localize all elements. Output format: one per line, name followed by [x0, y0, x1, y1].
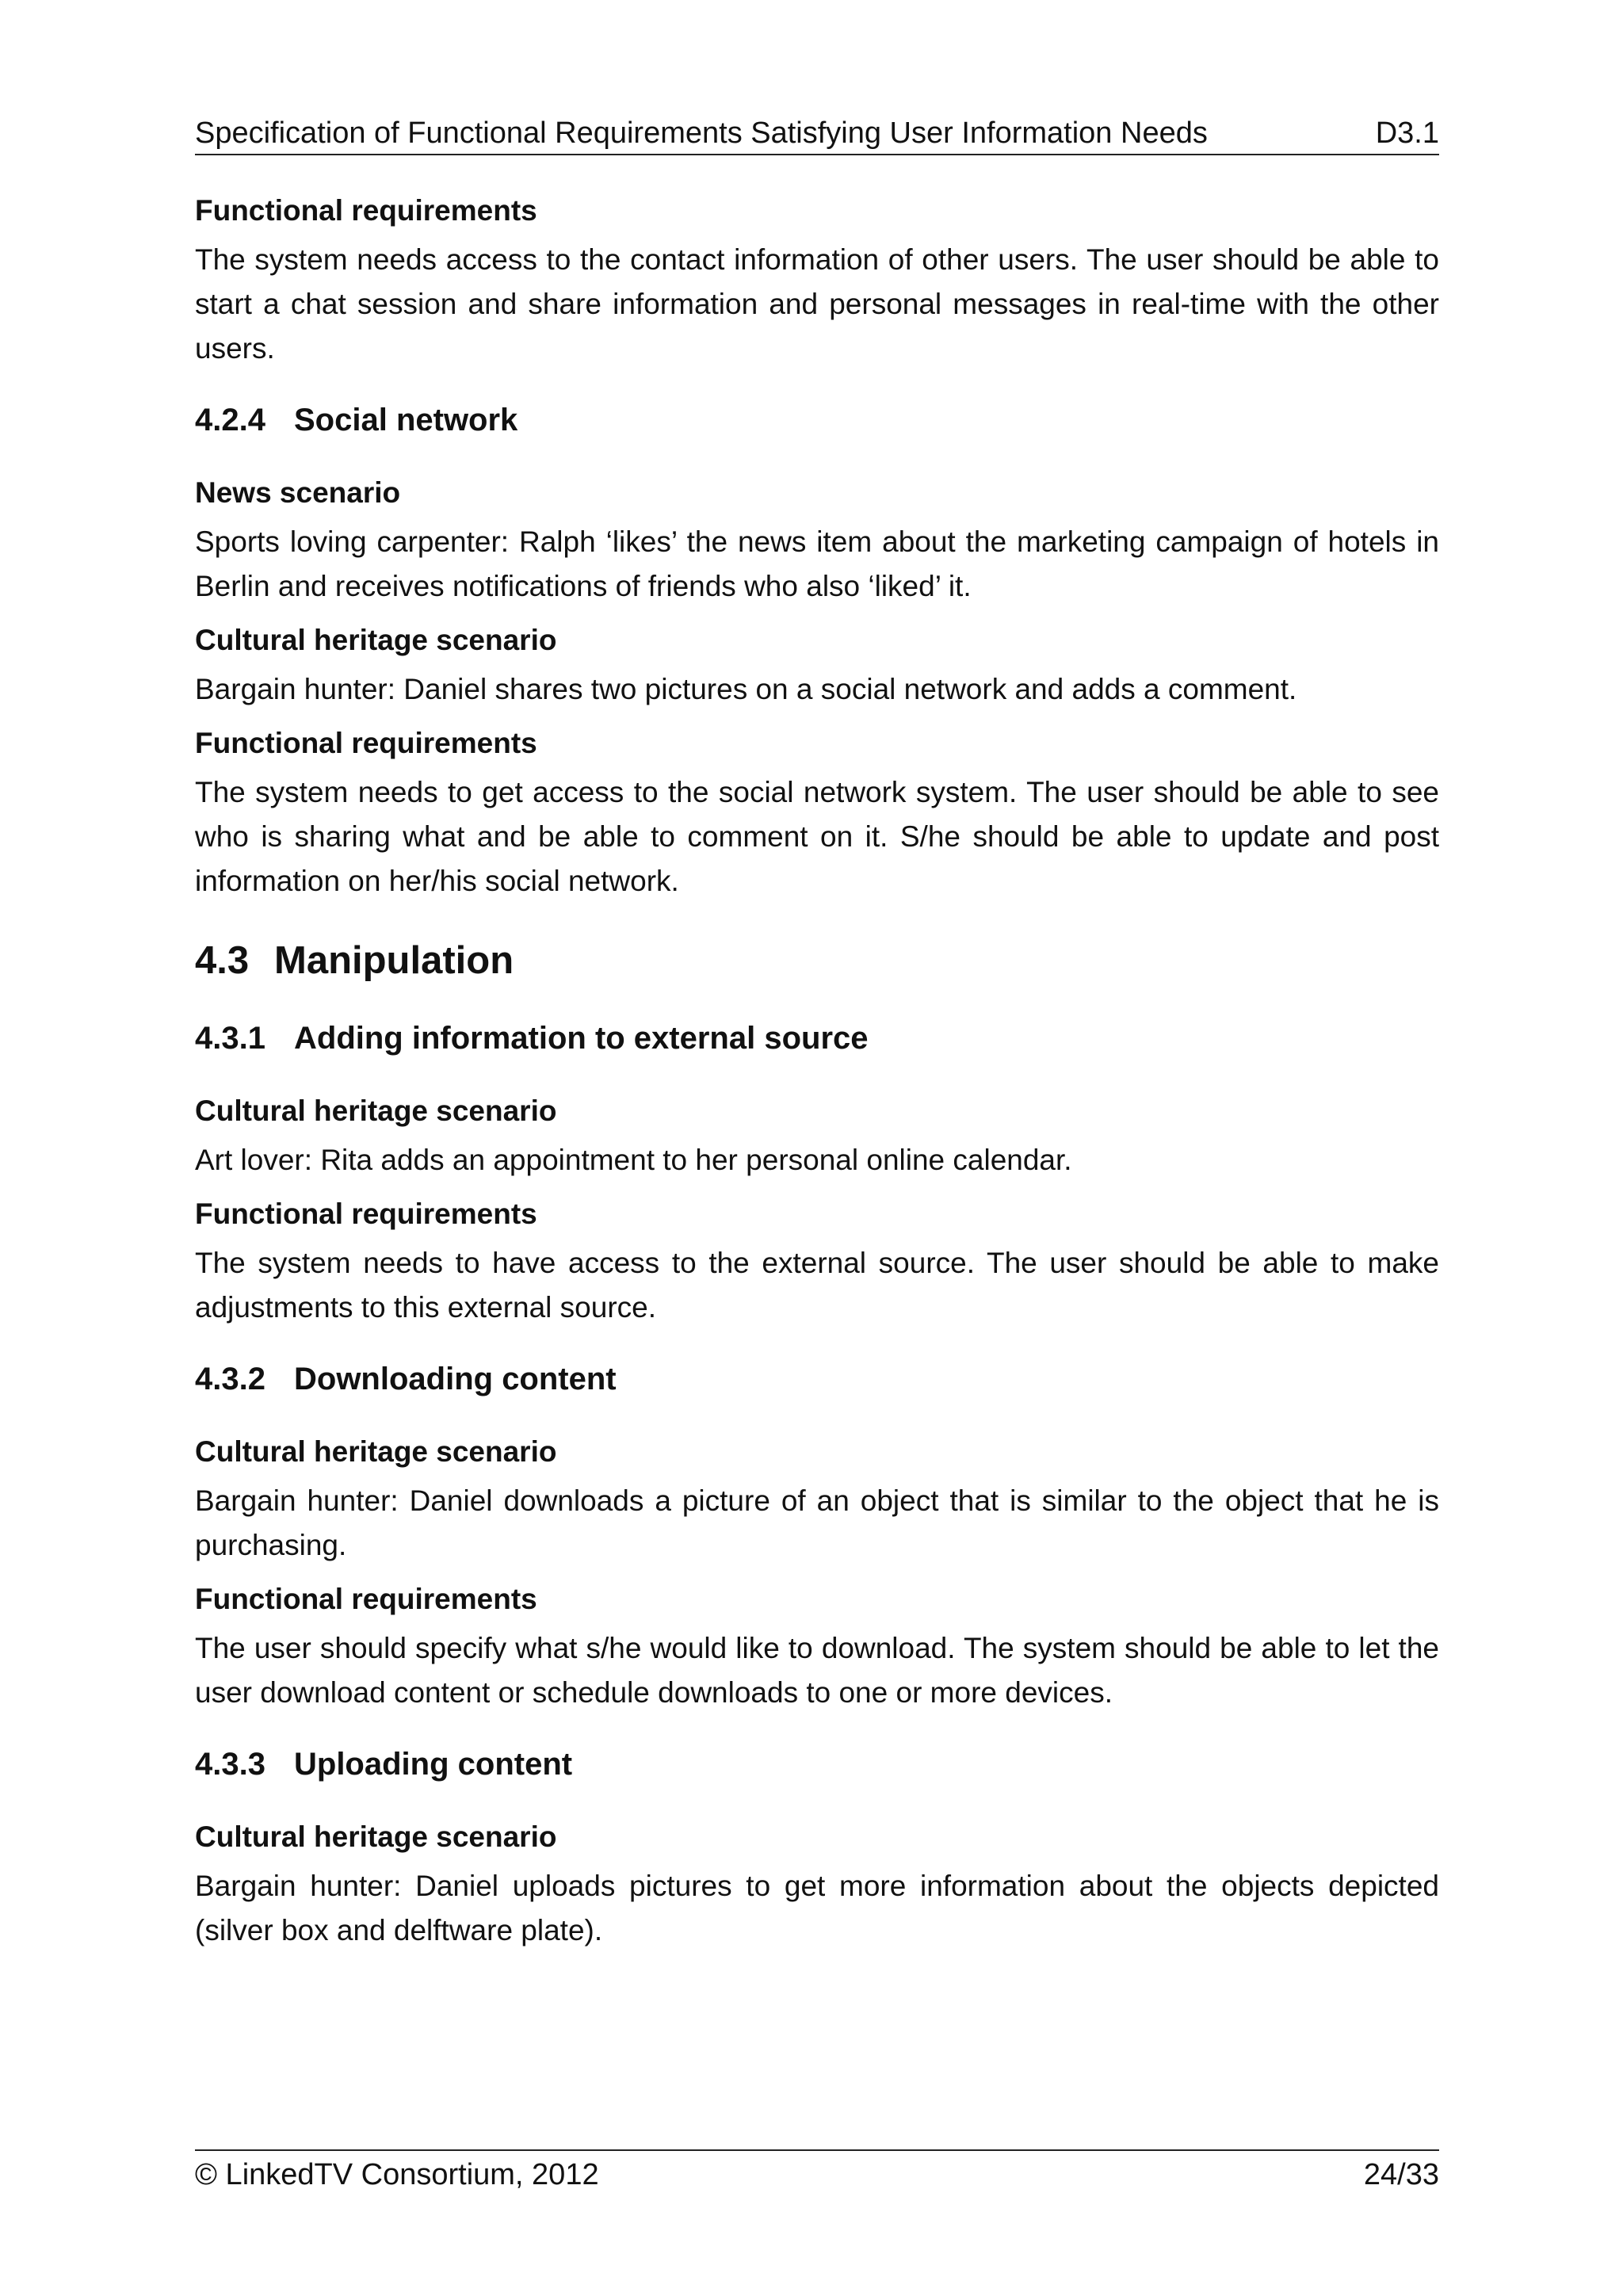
- cultural-heritage-text: Art lover: Rita adds an appointment to her personal online calendar.: [195, 1144, 1072, 1176]
- section-title: Manipulation: [274, 939, 514, 982]
- page-header: [195, 111, 1439, 155]
- section-heading-4-3-1: [195, 1016, 1439, 1060]
- section-number: 4.3: [195, 939, 250, 982]
- cultural-heritage-text: Bargain hunter: Daniel shares two pictures on a social network and adds a comment.: [195, 673, 1297, 705]
- page-footer: [195, 2149, 1439, 2197]
- section-number: 4.3.1: [195, 1021, 265, 1056]
- section-title: Downloading content: [294, 1362, 617, 1396]
- section-heading-4-3-2: [195, 1357, 1439, 1401]
- functional-requirements-label: Functional requirements: [195, 727, 537, 759]
- cultural-heritage-label: Cultural heritage scenario: [195, 1095, 557, 1127]
- cultural-heritage-label: Cultural heritage scenario: [195, 1435, 557, 1468]
- header-doc-id: D3.1: [1375, 117, 1439, 150]
- section-title: Adding information to external source: [294, 1021, 869, 1056]
- section-heading-4-3: [195, 935, 1439, 986]
- section-title: Social network: [294, 403, 518, 437]
- functional-requirements-text: The system needs to have access to the external source. The user should be able to make adjustments to this external source.: [195, 1247, 1439, 1324]
- section-number: 4.2.4: [195, 403, 265, 437]
- cultural-heritage-text: Bargain hunter: Daniel downloads a picture of an object that is similar to the object that he is purchasing.: [195, 1484, 1439, 1561]
- document-page: [195, 0, 1439, 2296]
- functional-requirements-text: The user should specify what s/he would like to download. The system should be able to let the user download content or schedule downloads to one or more devices.: [195, 1632, 1439, 1709]
- news-scenario-label: News scenario: [195, 476, 401, 509]
- functional-requirements-text: The system needs access to the contact information of other users. The user should be able to start a chat session and share information and personal messages in real-time with the other users.: [195, 243, 1439, 365]
- news-scenario-text: Sports loving carpenter: Ralph ‘likes’ the news item about the marketing campaign of hotels in Berlin and receives notifications of friends who also ‘liked’ it.: [195, 525, 1439, 602]
- section-number: 4.3.2: [195, 1362, 265, 1396]
- section-title: Uploading content: [294, 1747, 573, 1782]
- header-title: Specification of Functional Requirements Satisfying User Information Needs: [195, 117, 1208, 150]
- footer-page-number: 24/33: [1363, 2158, 1439, 2191]
- cultural-heritage-text: Bargain hunter: Daniel uploads pictures to get more information about the objects depicted (silver box and delftware plate).: [195, 1870, 1439, 1946]
- section-number: 4.3.3: [195, 1747, 265, 1782]
- page-content: [195, 189, 1439, 1953]
- cultural-heritage-label: Cultural heritage scenario: [195, 624, 557, 656]
- functional-requirements-label: Functional requirements: [195, 1198, 537, 1230]
- functional-requirements-label: Functional requirements: [195, 1583, 537, 1615]
- functional-requirements-label: Functional requirements: [195, 194, 537, 227]
- functional-requirements-text: The system needs to get access to the social network system. The user should be able to see who is sharing what and be able to comment on it. S/he should be able to update and post information on her/his social network.: [195, 776, 1439, 897]
- cultural-heritage-label: Cultural heritage scenario: [195, 1820, 557, 1853]
- section-heading-4-3-3: [195, 1742, 1439, 1786]
- section-heading-4-2-4: [195, 398, 1439, 442]
- footer-copyright: © LinkedTV Consortium, 2012: [195, 2158, 599, 2191]
